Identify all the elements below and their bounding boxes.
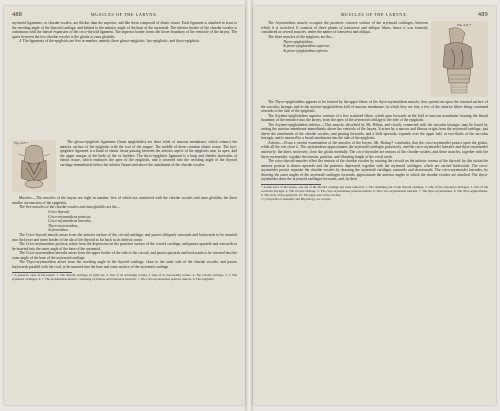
right-footnote-1: * A side view of the larynx, one ala of the thyroid cartilage has been removed. 1. The remaining ala of the thyroid cartilage. 2. One of the arytenoid cartilages. 3. One of the cornicula laryngis. 4. The cricoid cartilage. 5. The crico-arytenoideus posticus muscle. 6. The crico-arytenoideus lateralis. 7. The thyro-arytenoideus. 8. The thyro-epiglottideus. 9. The body of the epiglottis. 10. The upper part of the trachea. xyxy=(261,185,488,197)
right-muscle-list xyxy=(283,40,428,54)
left-paragraph-1: arytenoid ligaments, or chordæ vocales, are thicker than the superior, and like them composed of elastic tissue. Each ligament is attached in front to the receding angle of the thyroid cartilage, and behind to the anterior angle of the base of the arytenoid. The inferior border of the chordæ vocales is continuous with the lateral expansion of the crico-thyroid ligament. The superior border forms the lower boundary of the ventricle of the larynx. The space between the two chordæ vocales is the glottis or rima glottidis. xyxy=(12,21,237,39)
left-running-title: MUSCLES OF THE LARYNX. xyxy=(90,11,159,17)
list-item: Crico-thyroid, xyxy=(48,210,70,215)
right-paragraph-7: The crico-thyroid muscles effect the tension of the chordæ vocales by rotating the cricoid on the inferior cornua of the thyroid; by this action the anterior portion is drawn upwards and the posterior depressed, together with the arytenoid cartilages, which are carried backwards. The crico-arytenoidei postici separate the chordæ vocales by drawing the arytenoid cartilages outwards and downwards. The crico-arytenoidei laterales, by drawing the outer angles of the arytenoid cartilages forwards, approximate the anterior angles to which the chordæ vocales are attached. The thyro-arytenoidei draw the arytenoid cartilages forwards, and, by their xyxy=(261,159,488,182)
larynx-side-illustration xyxy=(431,21,488,97)
right-body-text-beside-figure xyxy=(261,21,428,54)
right-footnote-2: † Cyclopædia of Anatomy and Physiology, art. Larynx. xyxy=(261,196,332,201)
figure-314 xyxy=(431,21,488,97)
larynx-posterior-illustration xyxy=(12,140,56,192)
figure-313-label: Fig. 313.* xyxy=(14,141,29,145)
left-body-text-beside-figure xyxy=(60,140,237,167)
list-item: Crico-arytenoideus posticus, xyxy=(48,214,92,219)
list-item: Arytenoideus. xyxy=(48,228,69,233)
left-paragraph-4: Muscles.—The muscles of the larynx are eight in number: five of which are connected with the chordæ vocales and rima glottidis; the three smaller are muscles of the epiglottis. xyxy=(12,196,237,205)
right-paragraph-2: The three muscles of the epiglottis are the— xyxy=(268,34,335,39)
left-footnote: * A posterior view of the larynx. 1. The thyroid cartilage, its right ala. 2. One of its ascending cornua. 3. One of its descending cornua. 4. The cricoid cartilage. 5, 5. The arytenoid cartilages. 6, 7. The arytenoideus muscle, consisting of oblique and transverse fasciculi. 7. The crico-arytenoideus posticus muscle. 8. The epiglottis. xyxy=(12,273,237,281)
left-muscle-list xyxy=(48,210,237,233)
left-paragraph-8: The Crico-arytenoideus lateralis arises from the upper border of the side of the cricoid, and passes upwards and backwards to be inserted into the outer angle of the base of the arytenoid cartilage. xyxy=(12,251,237,260)
right-paragraph-1: The Arytenoideus muscle occupies the posterior concave surface of the arytenoid cartilages, between which it is stretched. It consists of three planes of transverse and oblique fibres; hence it was formerly considered as several muscles, under the names of transversi and obliqui. xyxy=(261,21,428,35)
left-paragraph-7: The Crico-arytenoideus posticus arises from the depression on the posterior surface of the cricoid cartilage, and passes upwards and outwards to be inserted into the outer angle of the base of the arytenoid. xyxy=(12,242,237,251)
right-page xyxy=(253,6,496,405)
list-item: Crico-arytenoideus lateralis, xyxy=(48,219,92,224)
right-paragraph-4: The Aryteno-epiglottideus superior consists of a few scattered fibres, which pass forwards in the fold of mucous membrane forming the lateral boundary of the entrance into the larynx, from the apex of the arytenoid cartilage to the side of the epiglottis. xyxy=(261,113,488,123)
left-body-text-lower xyxy=(12,196,237,282)
figure-313 xyxy=(12,140,56,192)
right-paragraph-6: Actions.—From a careful examination of the muscles of the larynx, Mr. Bishop† concludes, that the crico-arytenoidei postici open the glottis, while all the rest close it. The arytenoideus approximates the arytenoid cartilages posteriorly, and the crico-arytenoidei laterales and thyro-arytenoidei anteriorly; the latter, moreover, close the glottis medially. The crico-thyroidei are tensors of the chordæ vocales, and these muscles, together with the thyro-arytenoidei, regulate the tension, position, and vibrating length of the vocal cords. xyxy=(261,140,488,159)
right-page-header xyxy=(261,11,488,20)
right-running-title: MUSCLES OF THE LARYNX. xyxy=(340,11,409,17)
left-paragraph-6: The Crico-thyroid muscle arises from the anterior surface of the cricoid cartilage, and passes obliquely outwards and backwards to be inserted into the lower and inner border of the ala of the thyroid as far back as its inferior cornu. xyxy=(12,233,237,242)
right-paragraph-5: The Aryteno-epiglottideus inferior.—This muscle, described by Mr. Hilton, and closely connected with the sacculus laryngis, may be found by raising the mucous membrane immediately above the ventricle of the larynx. It arises by a narrow and fibrous origin from the arytenoid cartilage, just above the attachment of the chordæ vocales; and passing forwards, and a little upwards, expands over the upper half, or two-thirds of the sacculus laryngis, and is inserted by a broad attachment into the side of the epiglottis. xyxy=(261,122,488,141)
left-paragraph-2: 4. The ligaments of the epiglottis are five in number, namely, three glosso-epiglottic, hyo-epiglottic, and thyro-epiglottic. xyxy=(19,39,201,44)
left-page xyxy=(4,6,245,405)
right-page-number: 489 xyxy=(477,11,488,18)
left-paragraph-9: The Thyro-arytenoideus arises from the receding angle of the thyroid cartilage, close to the outer side of the chordæ vocales, and passes backwards parallel with the cord, to be inserted into the base and outer surface of the arytenoid cartilage. xyxy=(12,260,237,269)
list-item: Thyro-arytenoideus, xyxy=(48,223,79,228)
list-item: Thyro-epiglottideus, xyxy=(283,39,314,44)
left-paragraph-5: The five muscles of the chordæ vocales and rima glottidis are the— xyxy=(19,205,121,210)
book-gutter xyxy=(245,0,253,411)
right-paragraph-3: The Thyro-epiglottideus appears to be formed by the upper fibres of the thyro-arytenoideus muscle; they spread out upon the external surface of the sacculus laryngis and in the aryteno-epiglottidean fold of mucous membrane, in which they are lost; a few of the anterior fibres being continued onwards to the side of the epiglottis. xyxy=(261,100,488,114)
left-body-text xyxy=(12,21,237,44)
list-item: Aryteno-epiglottideus superior, xyxy=(283,44,330,49)
left-page-number: 488 xyxy=(12,11,23,18)
left-page-header xyxy=(12,11,237,20)
list-item: Aryteno-epiglottideus inferior. xyxy=(283,48,329,53)
figure-314-label: Fig. 314.* xyxy=(457,23,472,27)
right-body-text-lower xyxy=(261,100,488,202)
left-paragraph-3: The glosso-epiglottic ligaments (frena epiglottidis) are three folds of mucous membrane, which connect the anterior surface of the epiglottis with the root of the tongue. The middle of these contains elastic tissue. The hyo-epiglottic ligament is a band of elastic tissue passing between the anterior aspect of the epiglottis near its apex, and the upper margin of the body of the os hyoides. The thyro-epiglottic ligament is a long and slender fasciculus of elastic tissue, which embraces the apex of the epiglottis, and is inserted into the receding angle of the thyroid cartilage immediately below the inferior fissure and above the attachment of the chordæ vocales. xyxy=(60,140,237,167)
